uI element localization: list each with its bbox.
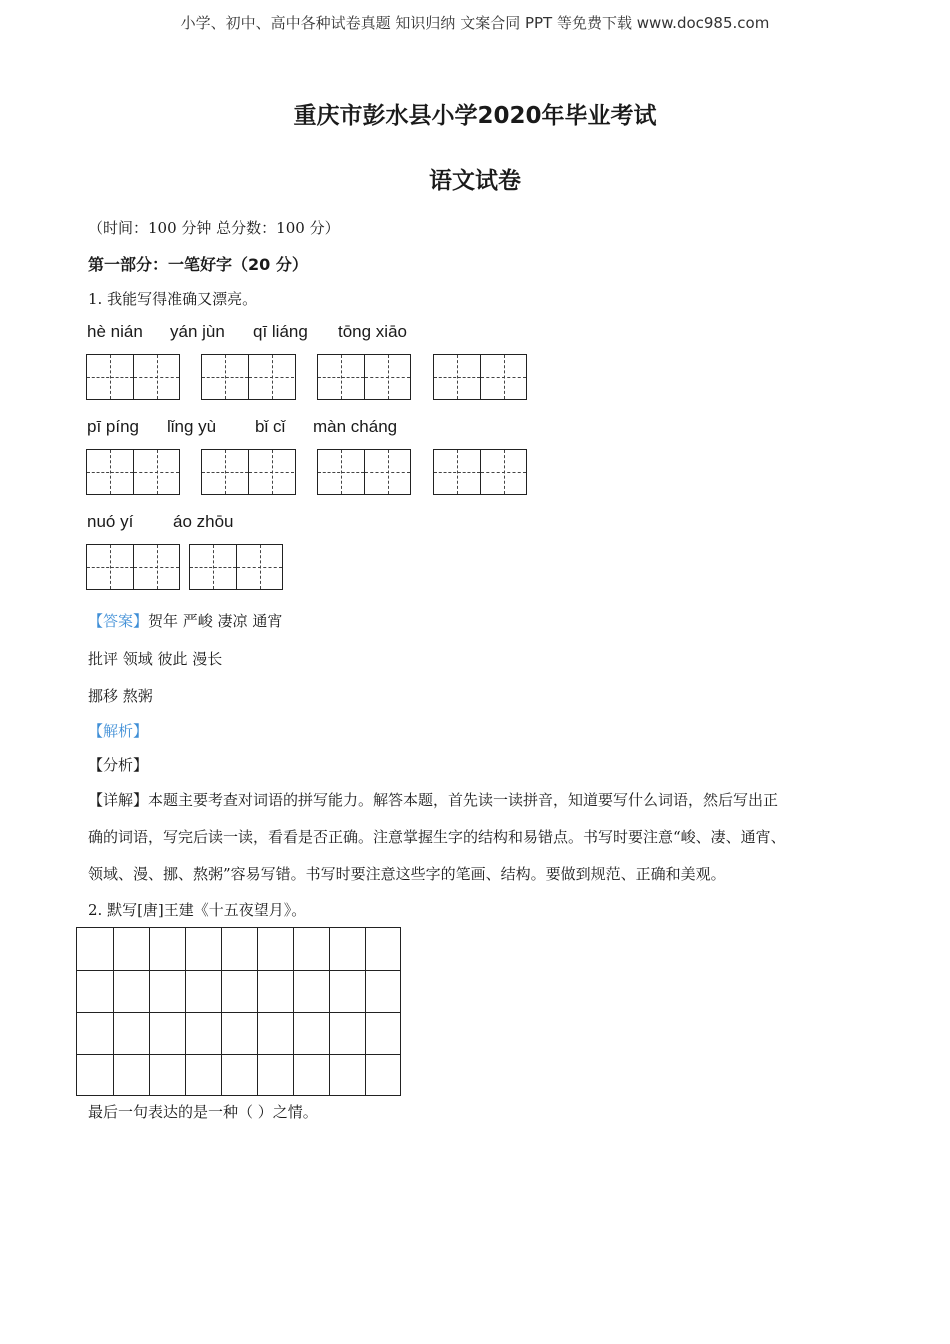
dictation-grid[interactable] [76,927,401,1096]
answer-line [88,610,282,631]
detail-text: 领域、漫、挪、熬粥”容易写错。书写时要注意这些字的笔画、结构。要做到规范、正确和美观。 [88,865,726,883]
detail-line [88,789,778,810]
pinyin-label: pī píng [87,417,139,436]
writing-box[interactable] [433,449,527,495]
analysis-heading: 【分析】 [88,756,149,774]
writing-box[interactable] [433,354,527,400]
pinyin-label: bǐ cǐ [255,417,286,436]
detail-tag: 【详解】 [88,791,149,809]
pinyin-label: yán jùn [170,322,225,341]
page-subtitle: 语文试卷 [429,168,521,194]
writing-box[interactable] [201,354,296,400]
page-title: 重庆市彭水县小学2020年毕业考试 [293,103,657,129]
writing-box[interactable] [86,544,180,590]
question-2-prompt: 2. 默写[唐]王建《十五夜望月》。 [88,901,307,919]
writing-box[interactable] [201,449,296,495]
writing-box[interactable] [317,354,411,400]
page-header: 小学、初中、高中各种试卷真题 知识归纳 文案合同 PPT 等免费下载 www.doc985.com [180,14,770,32]
writing-box[interactable] [317,449,411,495]
detail-text: 确的词语，写完后读一读，看看是否正确。注意掌握生字的结构和易错点。书写时要注意“峻、凄、通宵、 [88,828,786,846]
writing-box[interactable] [189,544,283,590]
answer-tag: 【答案】 [88,612,149,630]
answer-text: 贺年 严峻 凄凉 通宵 [148,612,283,630]
analysis-tag: 【解析】 [88,722,149,740]
writing-box[interactable] [86,449,180,495]
question-2-followup: 最后一句表达的是一种（ ）之情。 [88,1103,318,1121]
answer-text: 批评 领域 彼此 漫长 [88,650,223,668]
pinyin-label: màn cháng [313,417,398,436]
answer-text: 挪移 熬粥 [88,687,153,705]
part-heading: 第一部分：一笔好字（20 分） [88,255,308,274]
question-1-prompt: 1. 我能写得准确又漂亮。 [88,290,258,308]
pinyin-label: hè nián [87,322,143,341]
pinyin-label: qī liáng [253,322,308,341]
pinyin-label: lǐng yù [167,417,217,436]
pinyin-label: áo zhōu [173,512,234,531]
detail-text: 本题主要考查对词语的拼写能力。解答本题，首先读一读拼音，知道要写什么词语，然后写出正 [148,791,779,809]
pinyin-label: tōng xiāo [338,322,407,341]
pinyin-label: nuó yí [87,512,134,531]
writing-box[interactable] [86,354,180,400]
exam-meta: （时间：100 分钟 总分数：100 分） [88,219,340,237]
